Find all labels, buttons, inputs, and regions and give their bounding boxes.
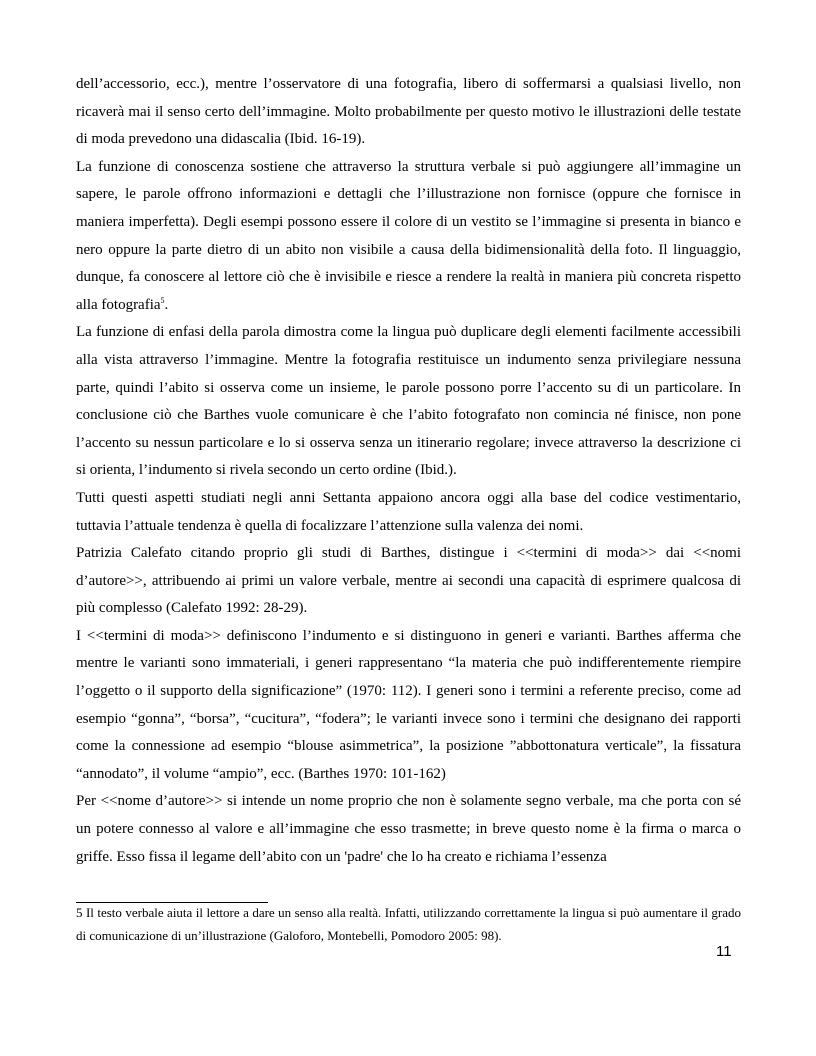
paragraph-2 — [76, 154, 741, 320]
paragraph-6: I <<termini di moda>> definiscono l’indumento e si distinguono in generi e varianti. Barthes afferma che mentre le varianti sono immateriali, i generi rappresentano “la materia che può indifferentemente riempire l’oggetto o il supporto della significazione” (1970: 112). I generi sono i termini a referente preciso, come ad esempio “gonna”, “borsa”, “cucitura”, “fodera”; le varianti invece sono i termini che designano dei rapporti come la connessione ad esempio “blouse asimmetrica”, la posizione ”abbottonatura verticale”, la fissatura “annodato”, il volume “ampio”, ecc. (Barthes 1970: 101-162) — [76, 627, 741, 782]
paragraph-5: Patrizia Calefato citando proprio gli studi di Barthes, distingue i <<termini di moda>> dai <<nomi d’autore>>, attribuendo ai primi un valore verbale, mentre ai secondi una capacità di esprimere qualcosa di più complesso (Calefato 1992: 28-29). — [76, 545, 741, 617]
page-number: 11 — [716, 943, 732, 960]
paragraph-1: dell’accessorio, ecc.), mentre l’osservatore di una fotografia, libero di soffermarsi a qualsiasi livello, non ricaverà mai il senso certo dell’immagine. Molto probabilmente per questo motivo le illustrazioni delle testate di moda prevedono una didascalia (Ibid. 16-19). — [76, 76, 741, 148]
paragraph-2-text: La funzione di conoscenza sostiene che attraverso la struttura verbale si può aggiungere all’immagine un sapere, le parole offrono informazioni e dettagli che l’illustrazione non fornisce (oppure che fornisce in maniera imperfetta). Degli esempi possono essere il colore di un vestito se l’immagine si presenta in bianco e nero oppure la parte dietro di un abito non visibile a causa della bidimensionalità della foto. Il linguaggio, dunque, fa conoscere al lettore ciò che è invisibile e riesce a rendere la realtà in maniera più concreta rispetto alla fotografia — [76, 158, 741, 313]
paragraph-3: La funzione di enfasi della parola dimostra come la lingua può duplicare degli elementi facilmente accessibili alla vista attraverso l’immagine. Mentre la fotografia restituisce un indumento senza privilegiare nessuna parte, quindi l’abito si osserva come un insieme, le parole possono porre l’accento su di un particolare. In conclusione ciò che Barthes vuole comunicare è che l’abito fotografato non comincia né finisce, non pone l’accento su nessun particolare e lo si osserva senza un itinerario regolare; invece attraverso la descrizione ci si orienta, l’indumento si rivela secondo un certo ordine (Ibid.). — [76, 324, 741, 479]
body-text — [76, 71, 741, 871]
paragraph-4: Tutti questi aspetti studiati negli anni Settanta appaiono ancora oggi alla base del codice vestimentario, tuttavia l’attuale tendenza è quella di focalizzare l’attenzione sulla valenza dei nomi. — [76, 489, 741, 534]
paragraph-2-end: . — [164, 296, 169, 313]
paragraph-7: Per <<nome d’autore>> si intende un nome proprio che non è solamente segno verbale, ma che porta con sé un potere connesso al valore e all’immagine che esso trasmette; in breve questo nome è la firma o marca o griffe. Esso fissa il legame dell’abito con un 'padre' che lo ha creato e richiama l’essenza — [76, 793, 741, 865]
footnote-reference[interactable]: 5 — [160, 295, 165, 305]
footnote: 5 Il testo verbale aiuta il lettore a dare un senso alla realtà. Infatti, utilizzando correttamente la lingua si può aumentare il grado di comunicazione di un’illustrazione (Galoforo, Montebelli, Pomodoro 2005: 98). — [76, 905, 741, 943]
